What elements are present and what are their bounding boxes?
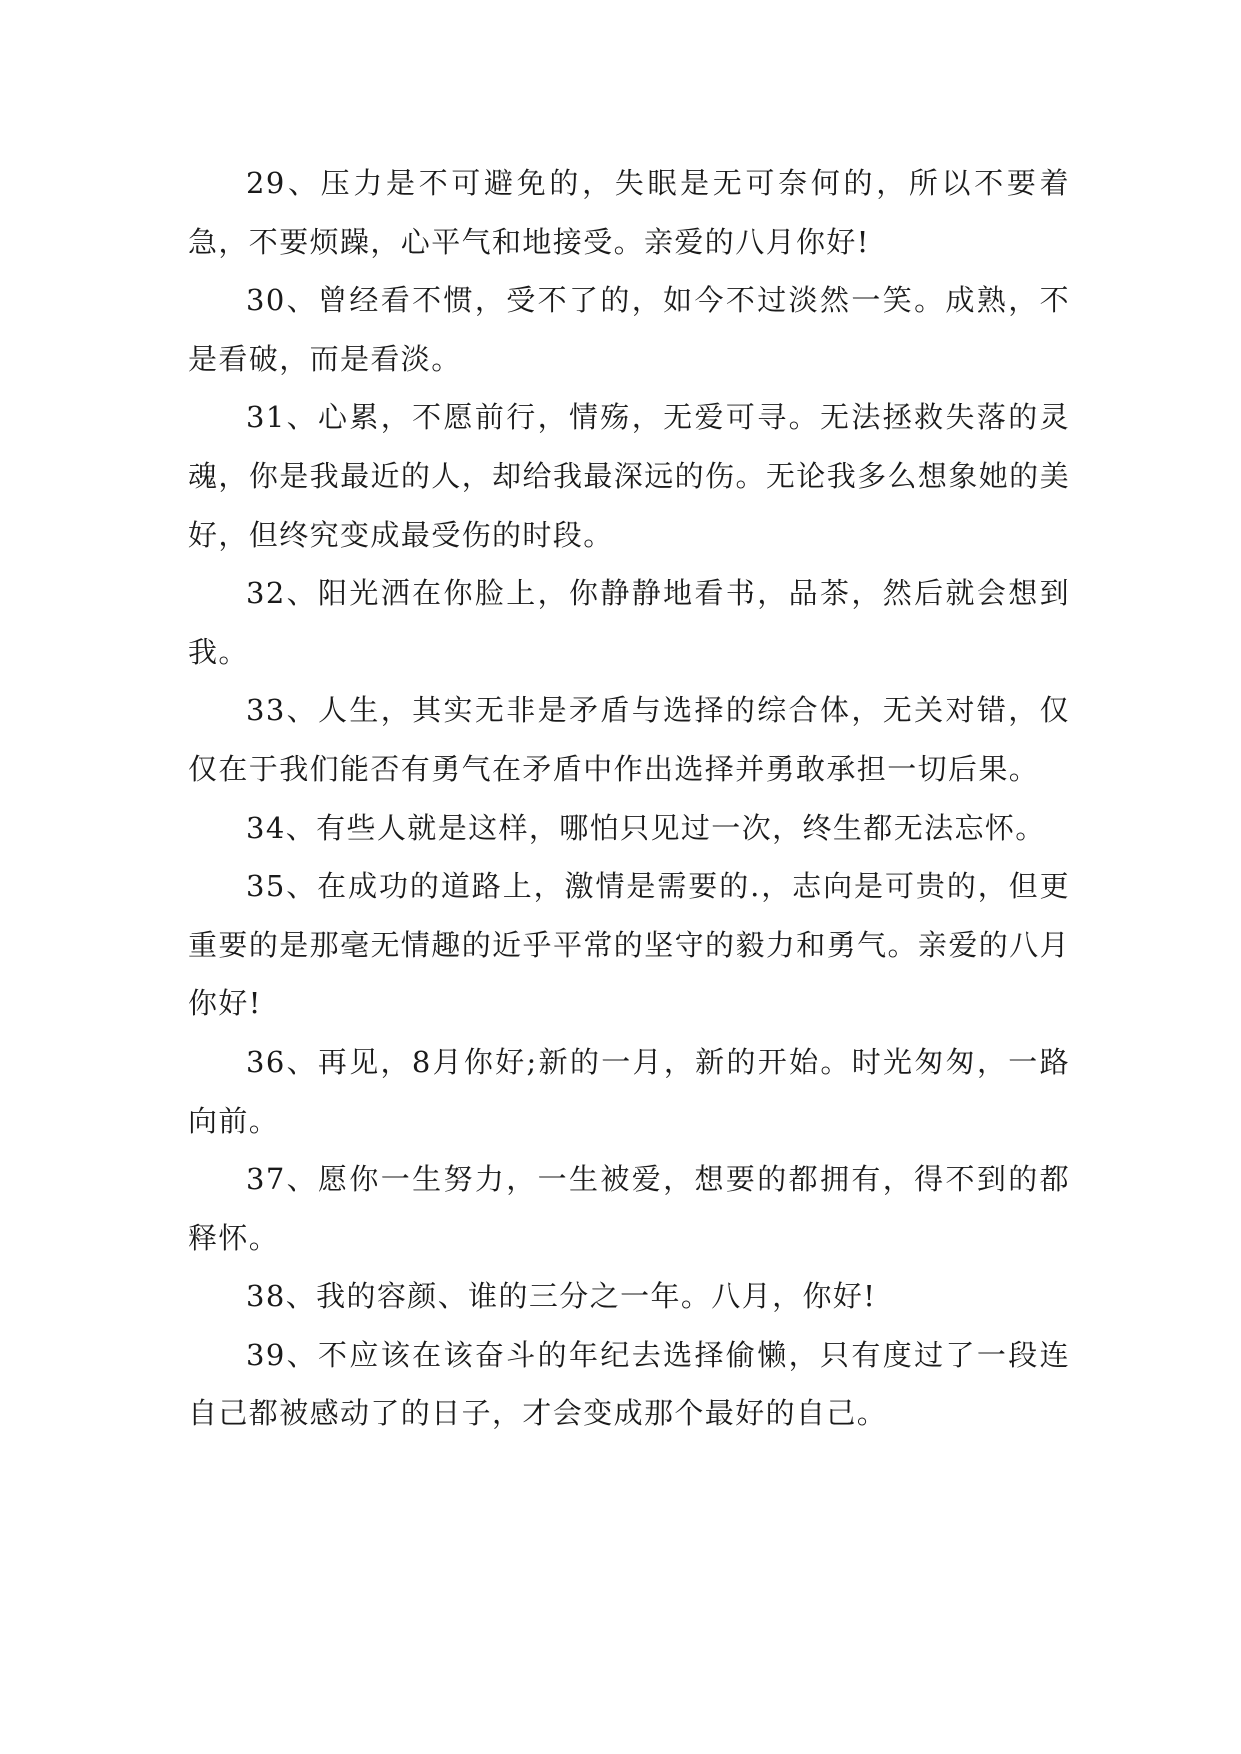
paragraph-36: 36、再见，8月你好;新的一月，新的开始。时光匆匆，一路向前。 xyxy=(188,1044,1070,1138)
paragraph-34: 34、有些人就是这样，哪怕只见过一次，终生都无法忘怀。 xyxy=(246,810,1046,845)
paragraph-39: 39、不应该在该奋斗的年纪去选择偷懒，只有度过了一段连自己都被感动了的日子，才会变成那个最好的自己。 xyxy=(188,1337,1070,1431)
paragraph-33: 33、人生，其实无非是矛盾与选择的综合体，无关对错，仅仅在于我们能否有勇气在矛盾中作出选择并勇敢承担一切后果。 xyxy=(188,693,1070,786)
paragraph-32: 32、阳光洒在你脸上，你静静地看书，品茶，然后就会想到我。 xyxy=(188,576,1070,669)
paragraph-29: 29、压力是不可避免的，失眠是无可奈何的，所以不要着急，不要烦躁，心平气和地接受。亲爱的八月你好! xyxy=(188,166,1070,259)
paragraph-30: 30、曾经看不惯，受不了的，如今不过淡然一笑。成熟，不是看破，而是看淡。 xyxy=(188,283,1070,376)
paragraph-35: 35、在成功的道路上，激情是需要的.，志向是可贵的，但更重要的是那毫无情趣的近乎平常的坚守的毅力和勇气。亲爱的八月你好! xyxy=(188,869,1070,1021)
paragraph-31: 31、心累，不愿前行，情殇，无爱可寻。无法拯救失落的灵魂，你是我最近的人，却给我最深远的伤。无论我多么想象她的美好，但终究变成最受伤的时段。 xyxy=(188,400,1070,552)
document-body xyxy=(188,154,1070,1443)
paragraph-37: 37、愿你一生努力，一生被爱，想要的都拥有，得不到的都释怀。 xyxy=(188,1162,1070,1255)
paragraph-38: 38、我的容颜、谁的三分之一年。八月，你好! xyxy=(246,1279,877,1314)
